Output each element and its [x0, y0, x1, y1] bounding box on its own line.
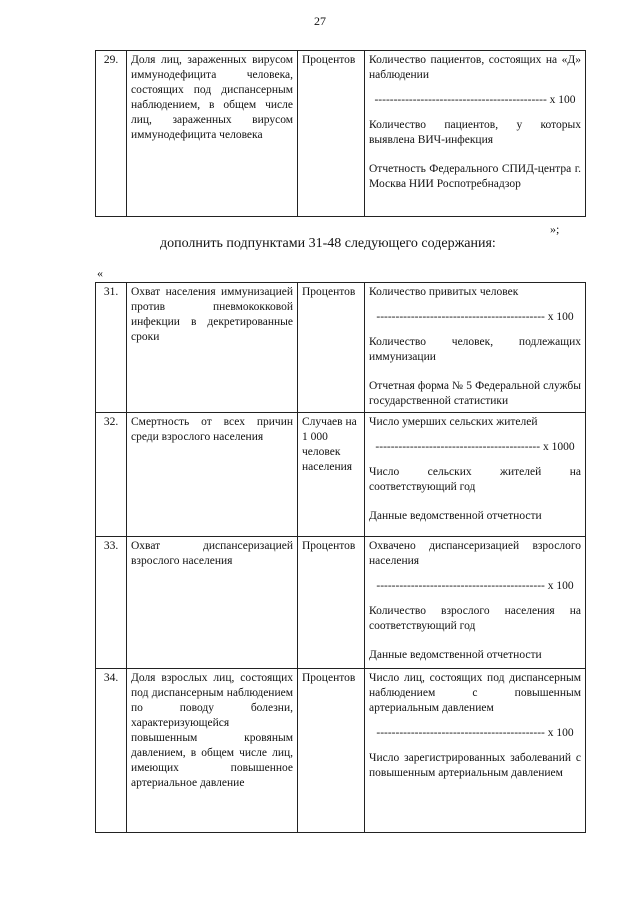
- denominator-text: Число сельских жителей на соответствующий год: [369, 466, 581, 493]
- fraction-divider: -------------------------------------------- х 100: [376, 580, 574, 592]
- table-row: [96, 283, 586, 413]
- indicator-cell: Доля взрослых лиц, состоящих под диспансерным наблюдением по поводу болезни, характеризующейся повышенным кровяным давлением, в общем числе лиц, имеющих повышенное артериальное давление: [127, 669, 298, 833]
- table-row: [96, 413, 586, 537]
- numerator-text: Охвачено диспансеризацией взрослого населения: [369, 540, 581, 567]
- source-text: Отчетная форма № 5 Федеральной службы государственной статистики: [369, 380, 581, 407]
- formula-cell: [365, 537, 586, 669]
- indicator-cell: Смертность от всех причин среди взрослого населения: [127, 413, 298, 537]
- table-row: [96, 669, 586, 833]
- denominator-text: Количество человек, подлежащих иммунизации: [369, 336, 581, 363]
- unit-cell: Процентов: [298, 537, 365, 669]
- formula-cell: [365, 669, 586, 833]
- denominator-text: Количество взрослого населения на соответствующий год: [369, 605, 581, 632]
- numerator-text: Количество пациентов, состоящих на «Д» наблюдении: [369, 54, 581, 81]
- formula-cell: [365, 51, 586, 217]
- indicator-table-top: [95, 50, 586, 217]
- fraction-divider: --------------------------------------------- х 100: [374, 94, 576, 106]
- formula-cell: [365, 413, 586, 537]
- formula-cell: [365, 283, 586, 413]
- unit-cell: Процентов: [298, 51, 365, 217]
- indicator-cell: Доля лиц, зараженных вирусом иммунодефицита человека, состоящих под диспансерным наблюдением, в общем числе лиц, зараженных вирусом иммунодефицита человека: [127, 51, 298, 217]
- indicator-table: [95, 282, 586, 833]
- unit-cell: Процентов: [298, 669, 365, 833]
- denominator-text: Число зарегистрированных заболеваний с повышенным артериальным давлением: [369, 752, 581, 779]
- fraction-divider: -------------------------------------------- х 100: [376, 727, 574, 739]
- indicator-cell: Охват населения иммунизацией против пневмококковой инфекции в декретированные сроки: [127, 283, 298, 413]
- numerator-text: Число умерших сельских жителей: [369, 416, 538, 428]
- table-row: [96, 537, 586, 669]
- intro-text: дополнить подпунктами 31-48 следующего содержания:: [160, 236, 496, 251]
- unit-cell: Случаев на 1 000 человек населения: [298, 413, 365, 537]
- row-number: 31.: [96, 283, 127, 413]
- unit-cell: Процентов: [298, 283, 365, 413]
- row-number: 29.: [96, 51, 127, 217]
- row-number: 34.: [96, 669, 127, 833]
- closing-quote: »;: [550, 222, 560, 236]
- source-text: Отчетность Федерального СПИД-центра г. Москва НИИ Роспотребнадзор: [369, 163, 581, 190]
- fraction-divider: -------------------------------------------- х 100: [376, 311, 574, 323]
- source-text: Данные ведомственной отчетности: [369, 649, 542, 661]
- numerator-text: Число лиц, состоящих под диспансерным наблюдением с повышенным артериальным давлением: [369, 672, 581, 714]
- indicator-cell: Охват диспансеризацией взрослого населения: [127, 537, 298, 669]
- row-number: 33.: [96, 537, 127, 669]
- fraction-divider: ------------------------------------------- х 1000: [375, 441, 575, 453]
- source-text: Данные ведомственной отчетности: [369, 510, 542, 522]
- numerator-text: Количество привитых человек: [369, 286, 519, 298]
- page-number: 27: [314, 14, 326, 28]
- opening-quote: «: [97, 266, 103, 280]
- table-row: [96, 51, 586, 217]
- denominator-text: Количество пациентов, у которых выявлена ВИЧ-инфекция: [369, 119, 581, 146]
- row-number: 32.: [96, 413, 127, 537]
